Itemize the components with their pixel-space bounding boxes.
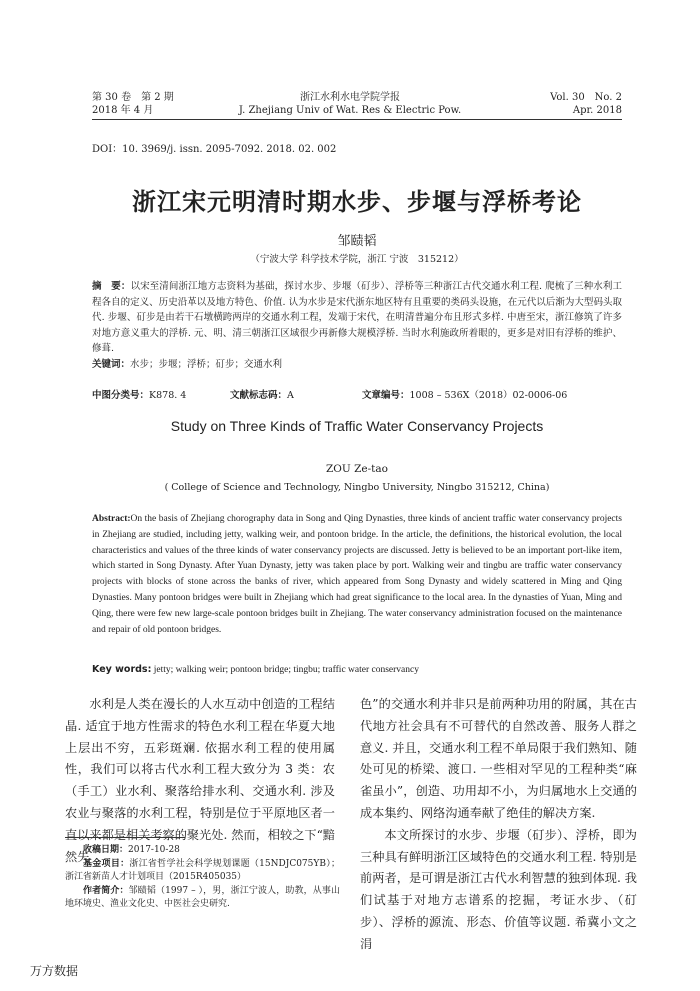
author-zh: 邹赜韬	[337, 234, 377, 249]
doi: DOI：10. 3969/j. issn. 2095-7092. 2018. 02. 002	[92, 144, 337, 155]
paper-title-en: Study on Three Kinds of Traffic Water Conservancy Projects	[170, 418, 544, 434]
fund-info	[65, 858, 340, 885]
abstract-zh-text: 以宋至清间浙江地方志资料为基础，探讨水步、步堰（矴步）、浮桥等三种浙江古代交通水利工程. 爬梳了三种水利工程各自的定义、历史沿革以及地方特色、价值. 认为水步是宋代浙东地区特有且重要的类码头设施，在元代以后渐为大型码头取代. 步堰、矴步是由若干石墩横跨两岸的交通水利工程，发端于宋代，在明清普遍分布且形式多样. 中唐至宋，浙江修筑了许多对地方意义重大的浮桥. 元、明、清三朝浙江区域很少再新修大规模浮桥. 当时水利施政所着眼的，更多是对旧有浮桥的维护、修葺.	[92, 281, 622, 355]
keywords-en	[92, 664, 622, 675]
volume-issue-en: Vol. 30 No. 2	[550, 92, 622, 103]
affiliation-zh: （宁波大学 科学技术学院，浙江 宁波 315212）	[250, 254, 464, 265]
body-paragraph: 本文所探讨的水步、步堰（矴步）、浮桥，即为三种具有鲜明浙江区域特色的交通水利工程. 特别是前两者，是可谓是浙江古代水利智慧的独到体现. 我们试基于对地方志谱系的挖掘，考证水步、（矴步）、浮桥的源流、形态、价值等议题. 希冀小文之涓	[360, 827, 637, 951]
clc-number	[92, 387, 186, 401]
art-value: 1008 – 536X（2018）02-0006-06	[409, 390, 568, 401]
abstract-en	[92, 512, 622, 638]
received-value: 2017-10-28	[128, 845, 180, 855]
journal-name-en: J. Zhejiang Univ of Wat. Res & Electric Pow.	[238, 105, 462, 116]
doc-label: 文献标志码：	[230, 390, 288, 401]
received-label: 收稿日期：	[83, 845, 129, 855]
keywords-zh-text: 水步；步堰；浮桥；矴步；交通水利	[130, 358, 283, 370]
publication-date-en: Apr. 2018	[572, 105, 622, 116]
footnotes	[65, 844, 340, 912]
bio-label: 作者简介：	[83, 885, 129, 896]
abstract-en-label: Abstract:	[92, 514, 131, 524]
body-paragraph: 水利是人类在漫长的人水互动中创造的工程结晶. 适宜于地方性需求的特色水利工程在华夏大地上层出不穷，五彩斑斓. 依据水利工程的使用属性，我们可以将古代水利工程大致分为 3 类：农（手工）业水利、聚落给排水利、交通水利. 涉及农业与聚落的水利工程，特别是位于平原地区者一直以来都是相关考察的聚光处. 然而，相较之下“黯然失	[65, 697, 335, 864]
bio-value: 邹赜韬（1997 – ），男，浙江宁波人，助教，从事山地环境史、渔业文化史、中医社会史研究.	[65, 885, 340, 910]
article-number	[362, 387, 567, 401]
clc-value: K878. 4	[149, 390, 187, 401]
fund-label: 基金项目：	[83, 858, 130, 869]
keywords-en-text: jetty; walking weir; pontoon bridge; tingbu; traffic water conservancy	[153, 665, 419, 675]
fund-value: 浙江省哲学社会科学规划课题（15NDJC075YB）；浙江省新苗人才计划项目（2015R405035）	[65, 858, 340, 883]
document-code	[230, 387, 294, 401]
body-left-column	[65, 694, 335, 868]
journal-name	[220, 91, 480, 117]
footnote-rule	[65, 837, 185, 838]
doc-value: A	[287, 390, 294, 401]
abstract-zh	[92, 279, 622, 373]
journal-volume-issue	[92, 91, 174, 117]
header-rule	[92, 119, 622, 120]
paper-title-zh: 浙江宋元明清时期水步、步堰与浮桥考论	[132, 187, 582, 216]
journal-volume-en	[470, 91, 622, 117]
author-bio	[65, 885, 340, 912]
publication-date: 2018 年 4 月	[92, 105, 154, 116]
keywords-zh-label: 关键词：	[92, 358, 131, 370]
abstract-en-text: On the basis of Zhejiang chorography data in Song and Qing Dynasties, three kinds of ancient traffic water conservancy projects in Zhejiang are studied, including jetty, walking weir, and pontoon bridge. In the article, the definitions, the historical evolution, the local characteristics and values of the three kinds of water conservancy projects are discussed. Jetty is believed to be an important port-like item, which started in Song Dynasty. After Yuan Dynasty, jetty was taken place by port. Walking weir and tingbu are traffic water conservancy projects with blocks of stone across the banks of river, which appeared from Song Dynasty and widely scattered in Ming and Qing Dynasties. Many pontoon bridges were built in Zhejiang which had great significance to the local area. In the dynasties of Yuan, Ming and Qing, there were few new large-scale pontoon bridges built in Zhejiang. The water conservancy administration focused on the maintenance and repair of old pontoon bridges.	[92, 514, 622, 635]
received-date	[65, 844, 340, 858]
keywords-en-label: Key words:	[92, 664, 152, 675]
clc-label: 中图分类号：	[92, 390, 150, 401]
watermark-footer: 万方数据	[30, 964, 79, 978]
affiliation-en: ( College of Science and Technology, Ningbo University, Ningbo 315212, China)	[164, 482, 550, 493]
body-paragraph: 色”的交通水利并非只是前两种功用的附属，其在古代地方社会具有不可替代的自然改善、服务人群之意义. 并且，交通水利工程不单局限于我们熟知、随处可见的桥梁、渡口. 一些相对罕见的工程种类“麻雀虽小”，创造、功用却不小，为归属地水上交通的成本集约、网络沟通奉献了绝佳的解决方案.	[360, 697, 637, 820]
volume-issue: 第 30 卷 第 2 期	[92, 92, 174, 103]
art-label: 文章编号：	[362, 390, 410, 401]
journal-name-zh: 浙江水利水电学院学报	[300, 92, 400, 103]
abstract-zh-label: 摘 要：	[92, 281, 131, 292]
body-right-column	[360, 694, 637, 956]
author-en: ZOU Ze-tao	[326, 463, 388, 475]
